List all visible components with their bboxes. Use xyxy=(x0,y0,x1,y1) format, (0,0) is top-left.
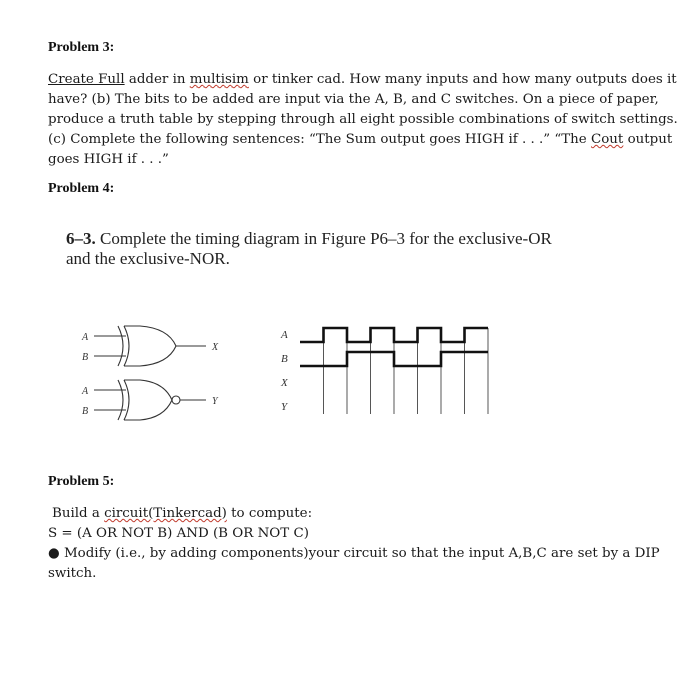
figure-caption-line-2: and the exclusive-NOR. xyxy=(66,249,230,268)
timing-label-b: B xyxy=(281,353,288,365)
timing-diagram xyxy=(280,328,488,414)
problem-5-line-1: Build a circuit(Tinkercad) to compute: xyxy=(52,506,313,521)
figure-caption-line-1: 6–3. Complete the timing diagram in Figure P6–3 for the exclusive-OR xyxy=(66,229,552,248)
problem-3-heading: Problem 3: xyxy=(48,40,115,55)
xnor-input-b-label: B xyxy=(82,406,89,417)
xnor-gate xyxy=(94,380,206,420)
problem-3-line-1: Create Full adder in multisim or tinker cad. How many inputs and how many outputs does it xyxy=(48,72,677,87)
timing-label-y: Y xyxy=(281,401,288,413)
problem-5-line-3: ● Modify (i.e., by adding components)your circuit so that the input A,B,C are set by a DIP xyxy=(48,546,660,561)
xor-gate xyxy=(94,326,206,366)
problem-3-line-4: (c) Complete the following sentences: “The Sum output goes HIGH if . . .” “The Cout output xyxy=(48,132,673,147)
xnor-input-a-label: A xyxy=(82,386,89,397)
xor-output-x-label: X xyxy=(212,342,219,353)
xnor-output-y-label: Y xyxy=(212,396,218,407)
timing-label-x: X xyxy=(281,377,288,389)
problem-4-heading: Problem 4: xyxy=(48,181,115,196)
bullet-icon: ● xyxy=(48,546,60,561)
xor-input-b-label: B xyxy=(82,352,89,363)
waveform-b xyxy=(300,352,488,366)
problem-5-heading: Problem 5: xyxy=(48,474,115,489)
problem-5-expression: S = (A OR NOT B) AND (B OR NOT C) xyxy=(48,526,309,541)
problem-3-line-3: produce a truth table by stepping through all eight possible combinations of switch settings. xyxy=(48,112,678,127)
xor-input-a-label: A xyxy=(82,332,89,343)
tinkercad-circuit-link[interactable]: circuit(Tinkercad) xyxy=(104,506,227,521)
problem-5-line-4: switch. xyxy=(48,566,97,581)
problem-3-line-5: goes HIGH if . . .” xyxy=(48,152,169,167)
timing-label-a: A xyxy=(281,329,288,341)
exercise-number: 6–3. xyxy=(66,229,96,248)
waveform-a xyxy=(300,328,488,342)
create-full-link[interactable]: Create Full xyxy=(48,72,125,87)
problem-3-line-2: have? (b) The bits to be added are input via the A, B, and C switches. On a piece of paper, xyxy=(48,92,659,107)
